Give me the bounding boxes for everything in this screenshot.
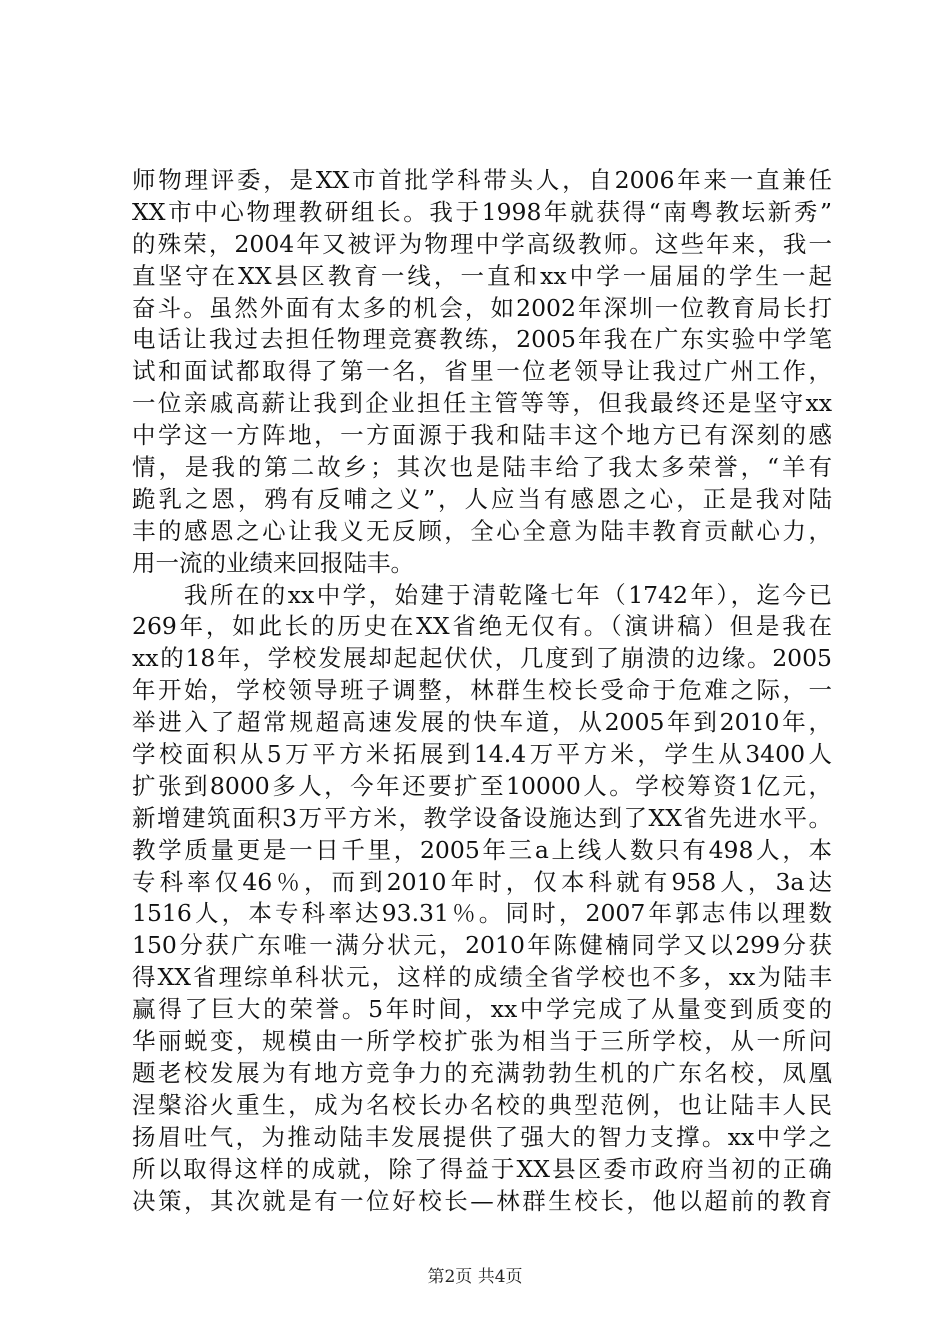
text-line: 中学这一方阵地，一方面源于我和陆丰这个地方已有深刻的感 (132, 421, 832, 450)
text-line: 专科率仅46％，而到2010年时，仅本科就有958人，3a达 (132, 867, 832, 896)
text-line: 269年，如此长的历史在XX省绝无仅有。（演讲稿）但是我在 (132, 612, 832, 641)
text-line: 扩张到8000多人，今年还要扩至10000人。学校筹资1亿元， (132, 771, 832, 800)
text-line: 年开始，学校领导班子调整，林群生校长受命于危难之际，一 (132, 676, 832, 705)
text-line: 奋斗。虽然外面有太多的机会，如2002年深圳一位教育局长打 (132, 293, 832, 322)
text-line: xx的18年，学校发展却起起伏伏，几度到了崩溃的边缘。2005 (132, 644, 832, 673)
text-line: 教学质量更是一日千里，2005年三a上线人数只有498人，本 (132, 835, 832, 864)
text-line: 试和面试都取得了第一名，省里一位老领导让我过广州工作， (132, 357, 832, 386)
text-line: 所以取得这样的成就，除了得益于XX县区委市政府当初的正确 (132, 1154, 832, 1183)
text-line: 我所在的xx中学，始建于清乾隆七年（1742年），迄今已 (132, 580, 832, 609)
text-line: 丰的感恩之心让我义无反顾，全心全意为陆丰教育贡献心力， (132, 516, 832, 545)
text-line: 电话让我过去担任物理竞赛教练，2005年我在广东实验中学笔 (132, 325, 832, 354)
text-line: 1516人，本专科率达93.31％。同时，2007年郭志伟以理数 (132, 899, 832, 928)
text-line: 题老校发展为有地方竞争力的充满勃勃生机的广东名校，凤凰 (132, 1058, 832, 1087)
text-line: 华丽蜕变，规模由一所学校扩张为相当于三所学校，从一所问 (132, 1027, 832, 1056)
text-line: 赢得了巨大的荣誉。5年时间，xx中学完成了从量变到质变的 (132, 995, 832, 1024)
text-line: 师物理评委，是XX市首批学科带头人，自2006年来一直兼任 (132, 166, 832, 194)
text-line: 直坚守在XX县区教育一线，一直和xx中学一届届的学生一起 (132, 261, 832, 290)
text-line: 决策，其次就是有一位好校长—林群生校长，他以超前的教育 (132, 1186, 832, 1215)
text-line: 学校面积从5万平方米拓展到14.4万平方米，学生从3400人 (132, 740, 832, 769)
body-text (132, 165, 832, 1215)
text-line: 用一流的业绩来回报陆丰。 (132, 548, 414, 577)
page-number-footer: 第2页 共4页 (427, 1267, 523, 1287)
text-line: 的殊荣，2004年又被评为物理中学高级教师。这些年来，我一 (132, 229, 832, 258)
text-line: XX市中心物理教研组长。我于1998年就获得“南粤教坛新秀” (132, 197, 832, 226)
text-line: 举进入了超常规超高速发展的快车道，从2005年到2010年， (132, 708, 832, 737)
text-line: 扬眉吐气，为推动陆丰发展提供了强大的智力支撑。xx中学之 (132, 1122, 832, 1151)
text-line: 150分获广东唯一满分状元，2010年陈健楠同学又以299分获 (132, 931, 832, 960)
text-line: 一位亲戚高薪让我到企业担任主管等等，但我最终还是坚守xx (132, 389, 832, 418)
text-line: 新增建筑面积3万平方米，教学设备设施达到了XX省先进水平。 (132, 803, 832, 832)
text-line: 得XX省理综单科状元，这样的成绩全省学校也不多，xx为陆丰 (132, 963, 832, 992)
text-line: 跪乳之恩，鸦有反哺之义”，人应当有感恩之心，正是我对陆 (132, 484, 832, 513)
text-line: 涅槃浴火重生，成为名校长办名校的典型范例，也让陆丰人民 (132, 1090, 832, 1119)
text-line: 情，是我的第二故乡；其次也是陆丰给了我太多荣誉，“羊有 (132, 453, 832, 482)
